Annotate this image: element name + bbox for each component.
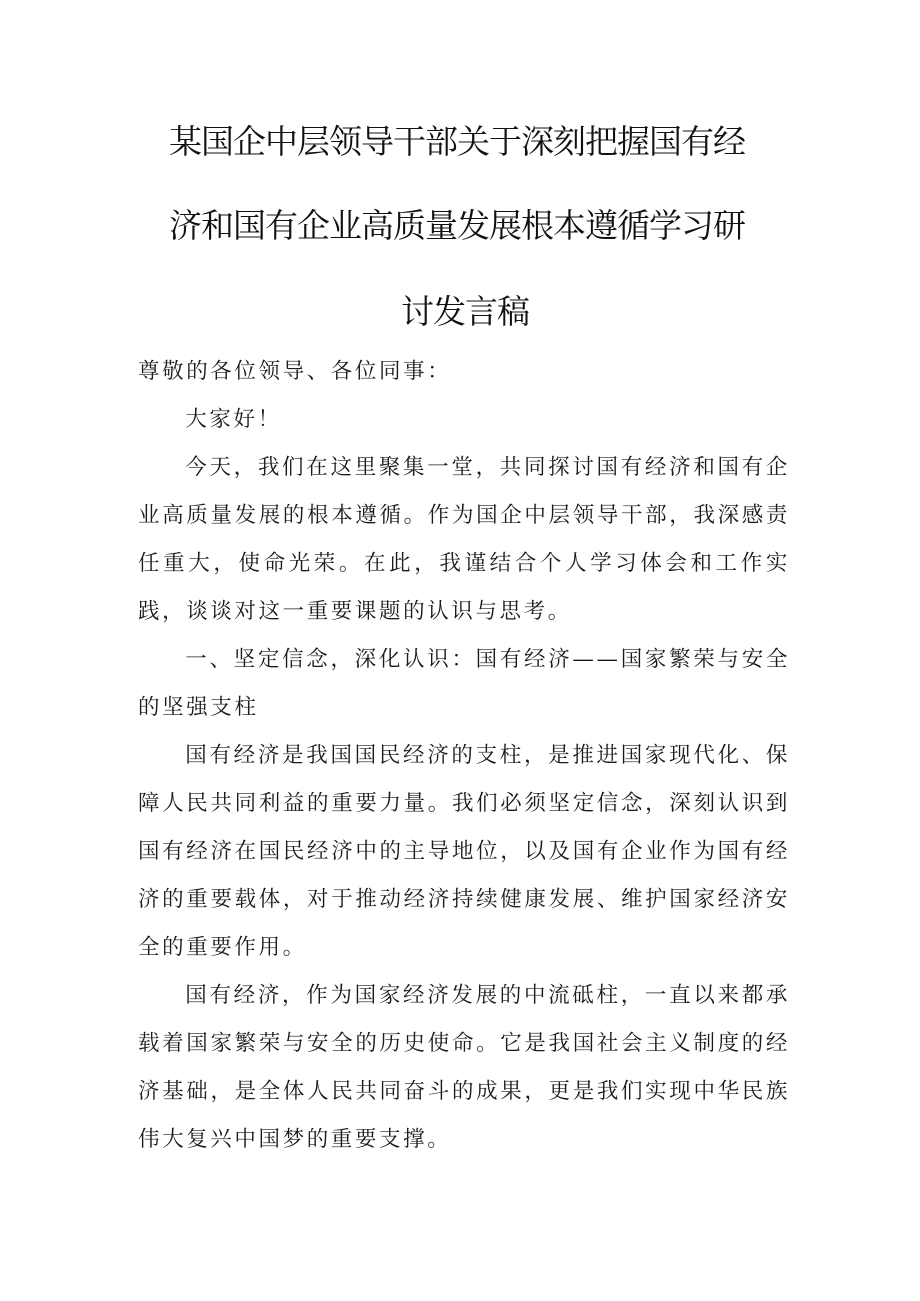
- title-line-1: 某国企中层领导干部关于深刻把握国有经: [169, 122, 745, 161]
- intro-paragraph: 今天，我们在这里聚集一堂，共同探讨国有经济和国有企业高质量发展的根本遵循。作为国企中层领导干部，我深感责任重大，使命光荣。在此，我谨结合个人学习体会和工作实践，谈谈对这一重要课题的认识与思考。: [138, 455, 790, 624]
- salutation: 尊敬的各位领导、各位同事：: [138, 359, 452, 384]
- title-line-2: 济和国有企业高质量发展根本遵循学习研: [169, 206, 745, 245]
- greeting-paragraph: 大家好！: [185, 407, 282, 432]
- body-paragraph: 国有经济，作为国家经济发展的中流砥柱，一直以来都承载着国家繁荣与安全的历史使命。它是我国社会主义制度的经济基础，是全体人民共同奋斗的成果，更是我们实现中华民族伟大复兴中国梦的重要支撑。: [138, 983, 790, 1152]
- body-paragraph: 国有经济是我国国民经济的支柱，是推进国家现代化、保障人民共同利益的重要力量。我们必须坚定信念，深刻认识到国有经济在国民经济中的主导地位，以及国有企业作为国有经济的重要载体，对于推动经济持续健康发展、维护国家经济安全的重要作用。: [138, 743, 790, 960]
- document-body: [138, 348, 790, 1164]
- title-line-3: 讨发言稿: [401, 292, 529, 331]
- section-heading-1: 一、坚定信念，深化认识：国有经济——国家繁荣与安全的坚强支柱: [138, 647, 790, 720]
